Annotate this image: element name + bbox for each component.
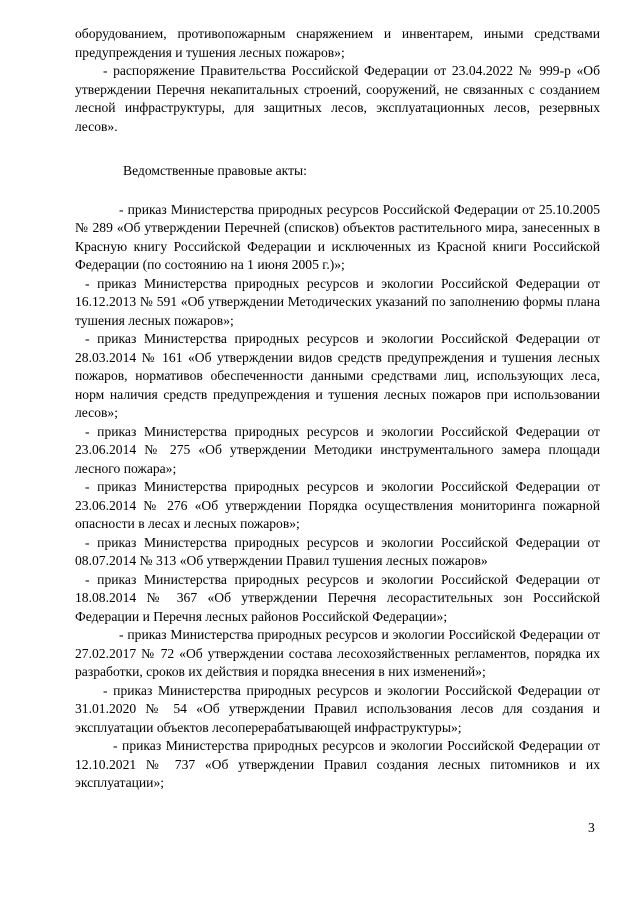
list-item: - приказ Министерства природных ресурсов и экологии Российской Федерации от 12.10.2021 № 737 «Об утверждении Правил создания лесных питомников и их эксплуатации»; <box>75 738 600 790</box>
list-item: - приказ Министерства природных ресурсов и экологии Российской Федерации от 08.07.2014 № 313 «Об утверждении Правил тушения лесных пожаров» <box>75 534 600 568</box>
document-body <box>75 25 600 793</box>
list-item: - приказ Министерства природных ресурсов и экологии Российской Федерации от 31.01.2020 № 54 «Об утверждении Правил использования лесов для создания и эксплуатации объектов лесоперерабатывающей инфраструктуры»; <box>75 682 600 735</box>
list-item: - приказ Министерства природных ресурсов и экологии Российской Федерации от 18.08.2014 № 367 «Об утверждении Перечня лесорастительных зон Российской Федерации и Перечня лесных районов Российской Федерации»; <box>75 571 600 624</box>
list-item: - приказ Министерства природных ресурсов и экологии Российской Федерации от 27.02.2017 № 72 «Об утверждении состава лесохозяйственных регламентов, порядка их разработки, сроков их действия и порядка внесения в них изменений»; <box>75 627 600 679</box>
section-heading: Ведомственные правовые акты: <box>123 163 307 178</box>
list-item: - приказ Министерства природных ресурсов и экологии Российской Федерации от 23.06.2014 № 275 «Об утверждении Методики инструментального замера площади лесного пожара»; <box>75 423 600 476</box>
page-number: 3 <box>588 820 595 835</box>
list-item: - приказ Министерства природных ресурсов и экологии Российской Федерации от 28.03.2014 № 161 «Об утверждении видов средств предупреждения и тушения лесных пожаров, нормативов обеспеченности данными средствами лиц, использующих леса, норм наличия средств предупреждения и тушения лесных пожаров при использовании лесов»; <box>75 331 600 420</box>
list-item: - приказ Министерства природных ресурсов и экологии Российской Федерации от 16.12.2013 № 591 «Об утверждении Методических указаний по заполнению формы плана тушения лесных пожаров»; <box>75 275 600 328</box>
list-item: - приказ Министерства природных ресурсов и экологии Российской Федерации от 23.06.2014 № 276 «Об утверждении Порядка осуществления мониторинга пожарной опасности в лесах и лесных пожаров»; <box>75 479 600 531</box>
paragraph: - распоряжение Правительства Российской Федерации от 23.04.2022 № 999-р «Об утверждении Перечня некапитальных строений, сооружений, не связанных с созданием лесной инфраструктуры, для защитных лесов, эксплуатационных лесов, резервных лесов». <box>75 63 600 134</box>
paragraph: оборудованием, противопожарным снаряжением и инвентарем, иными средствами предупреждения и тушения лесных пожаров»; <box>75 26 600 60</box>
list-item: - приказ Министерства природных ресурсов Российской Федерации от 25.10.2005 № 289 «Об утверждении Перечней (списков) объектов растительного мира, занесенных в Красную книгу Российской Федерации и исключенных из Красной книги Российской Федерации (по состоянию на 1 июня 2005 г.)»; <box>75 201 600 272</box>
